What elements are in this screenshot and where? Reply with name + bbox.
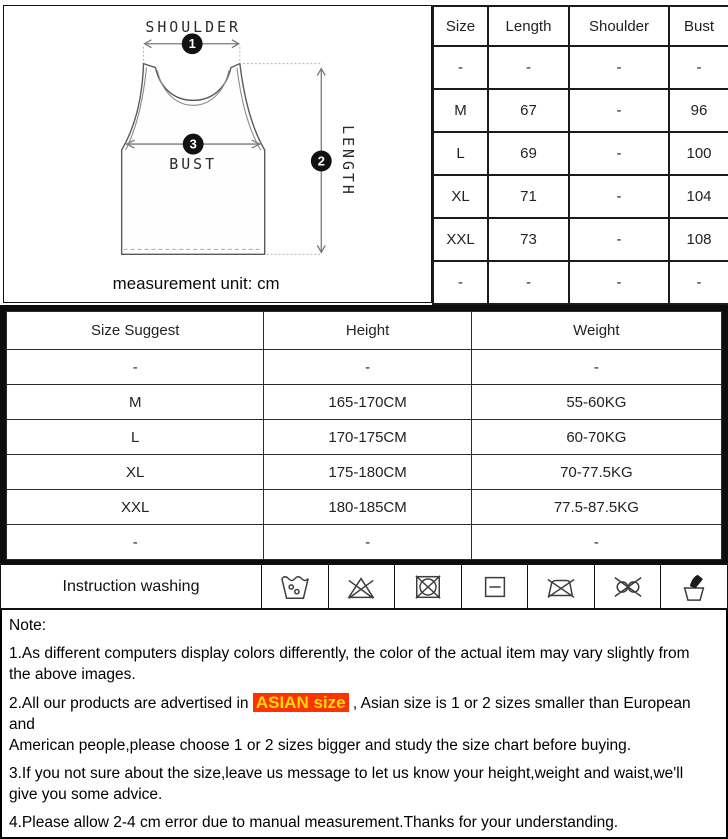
- table-cell: -: [488, 46, 569, 89]
- length-label: LENGTH: [339, 125, 358, 197]
- washing-instructions-label: Instruction washing: [1, 565, 262, 608]
- table-cell: 60-70KG: [471, 420, 721, 455]
- marker-2-number: 2: [317, 153, 325, 169]
- table-cell: XXL: [433, 218, 488, 261]
- table-cell: 165-170CM: [264, 385, 471, 420]
- suggest-table-row: [7, 350, 722, 385]
- do-not-tumble-dry-icon: [411, 572, 445, 602]
- washing-instructions-row: [0, 565, 728, 610]
- note-line: the above images.: [9, 666, 136, 683]
- table-cell: -: [669, 261, 728, 304]
- do-not-wring-icon: [611, 572, 645, 602]
- size-table-header: Bust: [669, 6, 728, 46]
- table-cell: -: [569, 46, 669, 89]
- table-cell: -: [433, 46, 488, 89]
- marker-1-shoulder: [182, 33, 203, 54]
- bust-label: BUST: [169, 154, 218, 173]
- washing-icon-cell: [595, 565, 662, 608]
- tank-top-measurement-diagram: [4, 6, 431, 302]
- note-item-3: [9, 763, 719, 805]
- table-cell: -: [569, 218, 669, 261]
- top-section: [0, 0, 728, 305]
- suggest-table-row: [7, 385, 722, 420]
- marker-1-number: 1: [188, 36, 196, 52]
- washing-icon-cell: [395, 565, 462, 608]
- table-cell: -: [569, 175, 669, 218]
- table-cell: 104: [669, 175, 728, 218]
- size-table-header-row: [433, 6, 728, 46]
- table-cell: 175-180CM: [264, 455, 471, 490]
- note-line: and: [9, 716, 35, 733]
- table-cell: -: [264, 525, 471, 560]
- note-line: give you some advice.: [9, 786, 163, 803]
- wash-gentle-icon: [278, 572, 312, 602]
- table-cell: M: [433, 89, 488, 132]
- table-cell: -: [433, 261, 488, 304]
- suggest-table-row: [7, 455, 722, 490]
- suggest-table-row: [7, 525, 722, 560]
- size-table-row: [433, 132, 728, 175]
- note-line: 1.As different computers display colors differently, the color of the actual item may vary slightly from: [9, 645, 690, 662]
- table-cell: 180-185CM: [264, 490, 471, 525]
- washing-icon-cell: [661, 565, 727, 608]
- size-table-header: Size: [433, 6, 488, 46]
- table-cell: XL: [7, 455, 264, 490]
- table-cell: 71: [488, 175, 569, 218]
- size-table-row: [433, 46, 728, 89]
- table-cell: -: [569, 89, 669, 132]
- note-text: , Asian size is 1 or 2 sizes smaller than European: [348, 695, 691, 712]
- table-cell: XXL: [7, 490, 264, 525]
- size-suggest-section: [0, 305, 728, 565]
- do-not-bleach-icon: [344, 572, 378, 602]
- notes-title: Note:: [9, 617, 47, 634]
- table-cell: 55-60KG: [471, 385, 721, 420]
- marker-3-number: 3: [189, 136, 197, 152]
- table-cell: 70-77.5KG: [471, 455, 721, 490]
- note-text: 2.All our products are advertised in: [9, 695, 253, 712]
- washing-icon-cell: [528, 565, 595, 608]
- size-table-header: Shoulder: [569, 6, 669, 46]
- note-line: 3.If you not sure about the size,leave us message to let us know your height,weight and waist,we'll: [9, 765, 684, 782]
- suggest-table-row: [7, 490, 722, 525]
- suggest-table-header: Height: [264, 312, 471, 350]
- size-table-row: [433, 175, 728, 218]
- suggest-table-header: Size Suggest: [7, 312, 264, 350]
- marker-3-bust: [183, 134, 204, 155]
- table-cell: 170-175CM: [264, 420, 471, 455]
- shoulder-label: SHOULDER: [145, 17, 241, 36]
- table-cell: -: [7, 525, 264, 560]
- size-table-row: [433, 218, 728, 261]
- table-cell: -: [471, 350, 721, 385]
- suggest-table-header-row: [7, 312, 722, 350]
- table-cell: 69: [488, 132, 569, 175]
- note-item-2: [9, 692, 719, 756]
- size-table-row: [433, 261, 728, 304]
- note-item-1: [9, 643, 719, 685]
- table-cell: -: [7, 350, 264, 385]
- size-suggest-table: [6, 311, 722, 560]
- do-not-iron-icon: [544, 572, 578, 602]
- note-line: American people,please choose 1 or 2 sizes bigger and study the size chart before buying.: [9, 737, 632, 754]
- note-line: [9, 695, 691, 712]
- table-cell: -: [488, 261, 569, 304]
- table-cell: -: [669, 46, 728, 89]
- dry-flat-icon: [478, 572, 512, 602]
- table-cell: 96: [669, 89, 728, 132]
- measurement-unit-label: measurement unit: cm: [112, 274, 280, 294]
- hand-wash-icon: [677, 572, 711, 602]
- table-cell: 73: [488, 218, 569, 261]
- measurement-diagram-panel: [3, 5, 432, 303]
- size-table: [432, 5, 728, 305]
- note-line: 4.Please allow 2-4 cm error due to manual measurement.Thanks for your understanding.: [9, 814, 619, 831]
- size-table-wrap: [432, 5, 728, 303]
- table-cell: -: [569, 261, 669, 304]
- table-cell: 100: [669, 132, 728, 175]
- notes-section: [0, 610, 728, 839]
- size-table-row: [433, 89, 728, 132]
- washing-icon-cell: [329, 565, 396, 608]
- table-cell: -: [471, 525, 721, 560]
- table-cell: -: [569, 132, 669, 175]
- table-cell: 67: [488, 89, 569, 132]
- table-cell: L: [433, 132, 488, 175]
- asian-size-highlight: ASIAN size: [253, 693, 349, 712]
- washing-icon-cell: [462, 565, 529, 608]
- washing-icon-cell: [262, 565, 329, 608]
- size-table-header: Length: [488, 6, 569, 46]
- suggest-table-header: Weight: [471, 312, 721, 350]
- marker-2-length: [311, 151, 332, 172]
- table-cell: L: [7, 420, 264, 455]
- suggest-table-row: [7, 420, 722, 455]
- table-cell: 108: [669, 218, 728, 261]
- note-item-4: [9, 812, 719, 833]
- table-cell: XL: [433, 175, 488, 218]
- table-cell: -: [264, 350, 471, 385]
- table-cell: M: [7, 385, 264, 420]
- table-cell: 77.5-87.5KG: [471, 490, 721, 525]
